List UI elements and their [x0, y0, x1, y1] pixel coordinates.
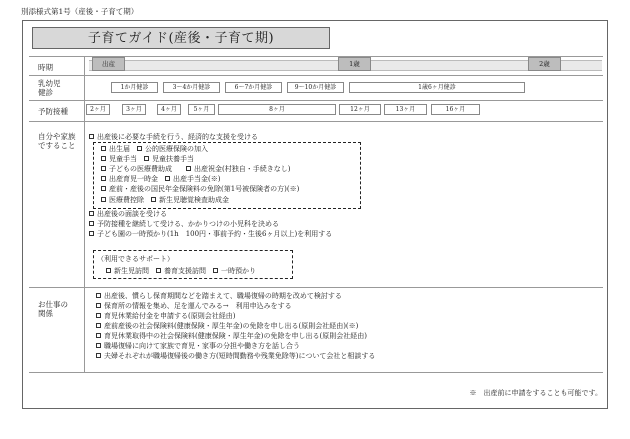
work-item: 産前産後の社会保険料(健康保険・厚生年金)の免除を申し出る(原則会社経由)(※) [96, 322, 358, 330]
timeline-2-years: 2歳 [528, 57, 561, 71]
checkup-chip: 6～7か月健診 [225, 82, 282, 93]
row-label-checkup: 乳幼児 健診 [38, 79, 61, 97]
support-items: 新生児訪問 養育支援訪問 一時預かり [106, 267, 256, 275]
row-divider [29, 287, 603, 288]
row-label-vaccination: 予防接種 [38, 107, 68, 116]
row-divider [29, 372, 603, 373]
checkbox-icon [96, 323, 101, 328]
vaccination-chip: 13ヶ月 [384, 104, 427, 115]
checkbox-icon [101, 176, 106, 181]
family-item: 出産後に必要な手続を行う、経済的な支援を受ける [89, 133, 258, 141]
work-item: 育児休業取得中の社会保険料(健康保険・厚生年金)の免除を申し出る(原則会社経由) [96, 332, 367, 340]
work-item: 育児休業給付金を申請する(原則会社経由) [96, 312, 235, 320]
row-label-period: 時期 [38, 63, 53, 72]
vaccination-chip: 2ヶ月 [86, 104, 110, 115]
checkbox-icon [106, 268, 111, 273]
checkbox-icon [101, 146, 106, 151]
checkup-chip: 9～10か月健診 [287, 82, 344, 93]
checkbox-icon [89, 134, 94, 139]
column-divider [84, 56, 85, 372]
work-item: 夫婦それぞれが職場復帰後の働き方(短時間勤務や残業免除等)について会社と相談する [96, 352, 375, 360]
procedure-item: 産前・産後の国民年金保険料の免除(第1号被保険者の方)(※) [101, 185, 299, 193]
form-label: 別添様式第1号（産後・子育て期） [21, 7, 139, 16]
checkbox-icon [89, 211, 94, 216]
vaccination-chip: 3ヶ月 [122, 104, 146, 115]
checkbox-icon [96, 303, 101, 308]
procedure-item: 子どもの医療費助成 出産祝金(村独自・手続きなし) [101, 165, 290, 173]
row-divider [29, 75, 603, 76]
family-item: 予防接種を継続して受ける、かかりつけの小児科を決める [89, 220, 279, 228]
work-item: 出産後、慣らし保育期間などを踏まえて、職場復帰の時期を改めて検討する [96, 292, 342, 300]
row-label-family: 自分や家族 ですること [38, 132, 76, 150]
checkbox-icon [186, 166, 191, 171]
procedure-item: 出産育児一時金 出産手当金(※) [101, 175, 220, 183]
checkbox-icon [101, 166, 106, 171]
vaccination-chip: 12ヶ月 [339, 104, 381, 115]
row-divider [29, 121, 603, 122]
procedure-item: 児童手当 児童扶養手当 [101, 155, 194, 163]
checkbox-icon [101, 186, 106, 191]
checkbox-icon [96, 333, 101, 338]
checkbox-icon [151, 197, 156, 202]
family-item: 出産後の面談を受ける [89, 210, 167, 218]
checkup-chip: 1か月健診 [111, 82, 158, 93]
checkbox-icon [213, 268, 218, 273]
procedure-item: 出生届 公的医療保険の加入 [101, 145, 208, 153]
checkbox-icon [96, 343, 101, 348]
checkbox-icon [96, 293, 101, 298]
vaccination-chip: 4ヶ月 [157, 104, 181, 115]
checkbox-icon [96, 353, 101, 358]
checkbox-icon [165, 176, 170, 181]
checkbox-icon [89, 231, 94, 236]
vaccination-chip: 16ヶ月 [431, 104, 480, 115]
checkup-chip: 1歳6ヶ月健診 [349, 82, 525, 93]
page-title: 子育てガイド(産後・子育て期) [32, 27, 330, 49]
work-item: 職場復帰に向けて家族で育児・家事の分担や働き方を話し合う [96, 342, 300, 350]
vaccination-chip: 5ヶ月 [188, 104, 215, 115]
checkbox-icon [89, 221, 94, 226]
checkup-chip: 3～4か月健診 [163, 82, 220, 93]
checkbox-icon [137, 146, 142, 151]
checkbox-icon [96, 313, 101, 318]
checkbox-icon [101, 156, 106, 161]
vaccination-chip: 8ヶ月 [218, 104, 336, 115]
row-label-work: お仕事の 関係 [38, 300, 68, 318]
footnote: ※ 出産前に申請をすることも可能です。 [469, 389, 602, 397]
timeline-birth: 出産 [92, 57, 125, 71]
support-title: （利用できるサポート） [97, 255, 174, 263]
timeline-1-year: 1歳 [338, 57, 371, 71]
checkbox-icon [144, 156, 149, 161]
checkbox-icon [156, 268, 161, 273]
checkbox-icon [101, 197, 106, 202]
work-item: 保育所の情報を集め、足を運んでみる→ 利用申込みをする [96, 302, 292, 310]
procedure-item: 医療費控除 新生児聴覚検査助成金 [101, 196, 229, 204]
row-divider [29, 100, 603, 101]
family-item: 子ども園の一時預かり(1h 100円・事前予約・生後6ヶ月以上)を利用する [89, 230, 332, 238]
